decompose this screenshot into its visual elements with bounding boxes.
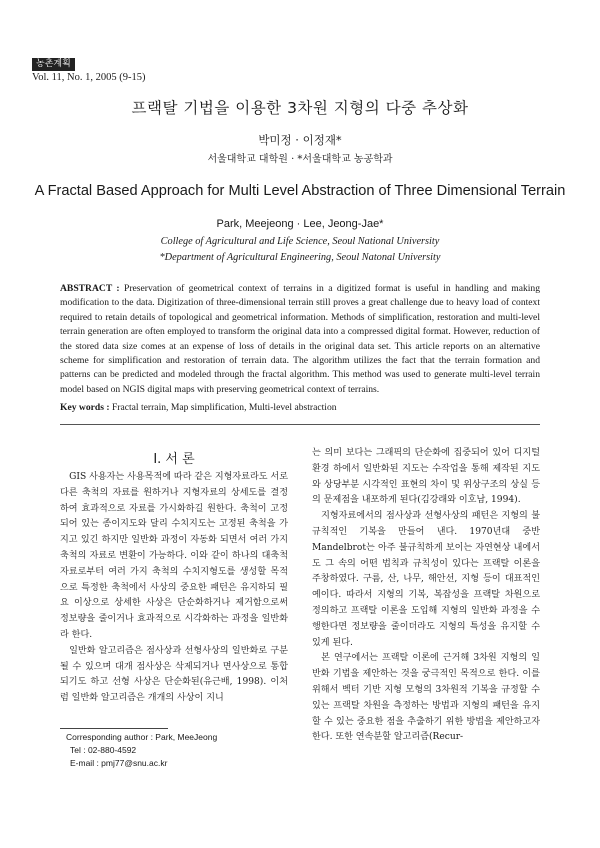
journal-badge: 농촌계획: [32, 58, 75, 71]
authors-korean: 박미정 · 이정재*: [258, 133, 342, 147]
title-korean: 프랙탈 기법을 이용한 3차원 지형의 다중 추상화: [131, 99, 469, 117]
keywords: [60, 402, 540, 413]
footnote-divider: [60, 728, 168, 729]
affiliation-korean: 서울대학교 대학원 · *서울대학교 농공학과: [207, 154, 393, 165]
footnote-author: Corresponding author : Park, MeeJeong: [66, 732, 218, 742]
volume-line: Vol. 11, No. 1, 2005 (9-15): [32, 72, 146, 83]
right-column: [312, 446, 540, 746]
paragraph: 일반화 알고리즘은 점사상과 선형사상의 일반화로 구분될 수 있으며 대개 점사상은 삭제되거나 면사상으로 통합되기도 하고 선형 사상은 단순화된(유근배, 1998). 이처럼 일반화 알고리즘은 개개의 사상이 지니: [60, 645, 288, 704]
paragraph: 본 연구에서는 프랙탈 이론에 근거해 3차원 지형의 일반화 기법을 제안하는 것을 궁극적인 목적으로 한다. 이를 위해서 벡터 기반 지형 모형의 3차원적 기복을 규정할 수 있는 프랙탈 차원을 측정하는 방법과 지형의 패턴을 유지할 수 있는 중요한 점을 추출하기 위한 방법을 제안하고자 한다. 또한 연속분할 알고리즘(Recur-: [312, 653, 540, 743]
left-column: [60, 470, 288, 707]
keywords-label: Key words :: [60, 402, 110, 413]
abstract-text: Preservation of geometrical context of terrains in a digitized format is useful in handling and making modification to the data. Digitization of three-dimensional terrain still proves a great challenge due to heavy load of context required to retain details of topological and geometrical information. Methods of simplification, restoration and multi-level terrain generation are often employed to transform the original data into a compressed digital format. However, reduction of the stored data size comes at an expense of loss of details in the original data set. This article reports on an alternative scheme for simplification and restoration of terrain data. The algorithm utilizes the fact that the terrain formation and patterns can be predicted and modeled through the fractal algorithm. This method was used to generate multi-level terrain model based on NGIS digital maps with preserving geometrical context of terrains.: [60, 283, 541, 395]
affiliation-english-2: *Department of Agricultural Engineering, Seoul Natonal University: [159, 252, 441, 263]
authors-english: Park, Meejeong · Lee, Jeong-Jae*: [216, 218, 384, 230]
abstract-label: ABSTRACT :: [60, 283, 120, 294]
section-heading: I. 서 론: [153, 452, 195, 467]
paragraph: 지형자료에서의 점사상과 선형사상의 패턴은 지형의 불규칙적인 기복을 만들어 낸다. 1970년대 중반 Mandelbrot는 아주 불규칙하게 보이는 자연현상 내에서도 그 속의 어떤 법칙과 규칙성이 있다는 프랙탈 이론을 주창하였다. 구름, 산, 나무, 해안선, 지형 등이 대표적인 예이다. 따라서 지형의 기복, 복잡성을 프랙탈 차원으로 정의하고 프랙탈 이론을 도입해 지형의 일반화 과정을 수행한다면 정보량을 줄이더라도 지형의 특성을 유지할 수 있게 된다.: [312, 511, 540, 648]
footnote-email: E-mail : pmj77@snu.ac.kr: [70, 758, 168, 768]
paragraph: GIS 사용자는 사용목적에 따라 같은 지형자료라도 서로 다른 축척의 자료를 원하거나 지형자료의 상세도를 결정하여 효과적으로 자료를 가시화하길 원한다. 축척이 고정되어 있는 종이지도와 달리 수치지도는 고정된 축척을 가지고 있긴 하지만 일반화 과정이 자동화 되면서 여러 가지 축척의 자료로 변환이 가능하다. 이와 같이 하나의 대축척 자료로부터 여러 가지 축척의 수치지형도를 생성할 목적으로 특정한 축척에서 사상의 중요한 패턴은 유지하되 필요 이상으로 상세한 사상은 단순화하거나 제거함으로써 정보량을 줄이거나 효과적으로 시각화하는 과정을 일반화라 한다.: [60, 472, 288, 640]
paragraph: 는 의미 보다는 그래픽의 단순화에 집중되어 있어 디지털 환경 하에서 일반화된 지도는 수작업을 통해 제작된 지도와 상당부분 시각적인 표현의 차이 및 위상구조의 상실 등의 문제점을 내포하게 된다(김강래와 이호남, 1994).: [312, 448, 540, 506]
footnote-tel: Tel : 02-880-4592: [70, 745, 137, 755]
affiliation-english-1: College of Agricultural and Life Science, Seoul National University: [160, 236, 440, 247]
keywords-text: Fractal terrain, Map simplification, Multi-level abstraction: [109, 402, 337, 413]
abstract: [60, 282, 540, 397]
title-english: A Fractal Based Approach for Multi Level Abstraction of Three Dimensional Terrain: [34, 183, 566, 199]
divider: [60, 424, 540, 425]
